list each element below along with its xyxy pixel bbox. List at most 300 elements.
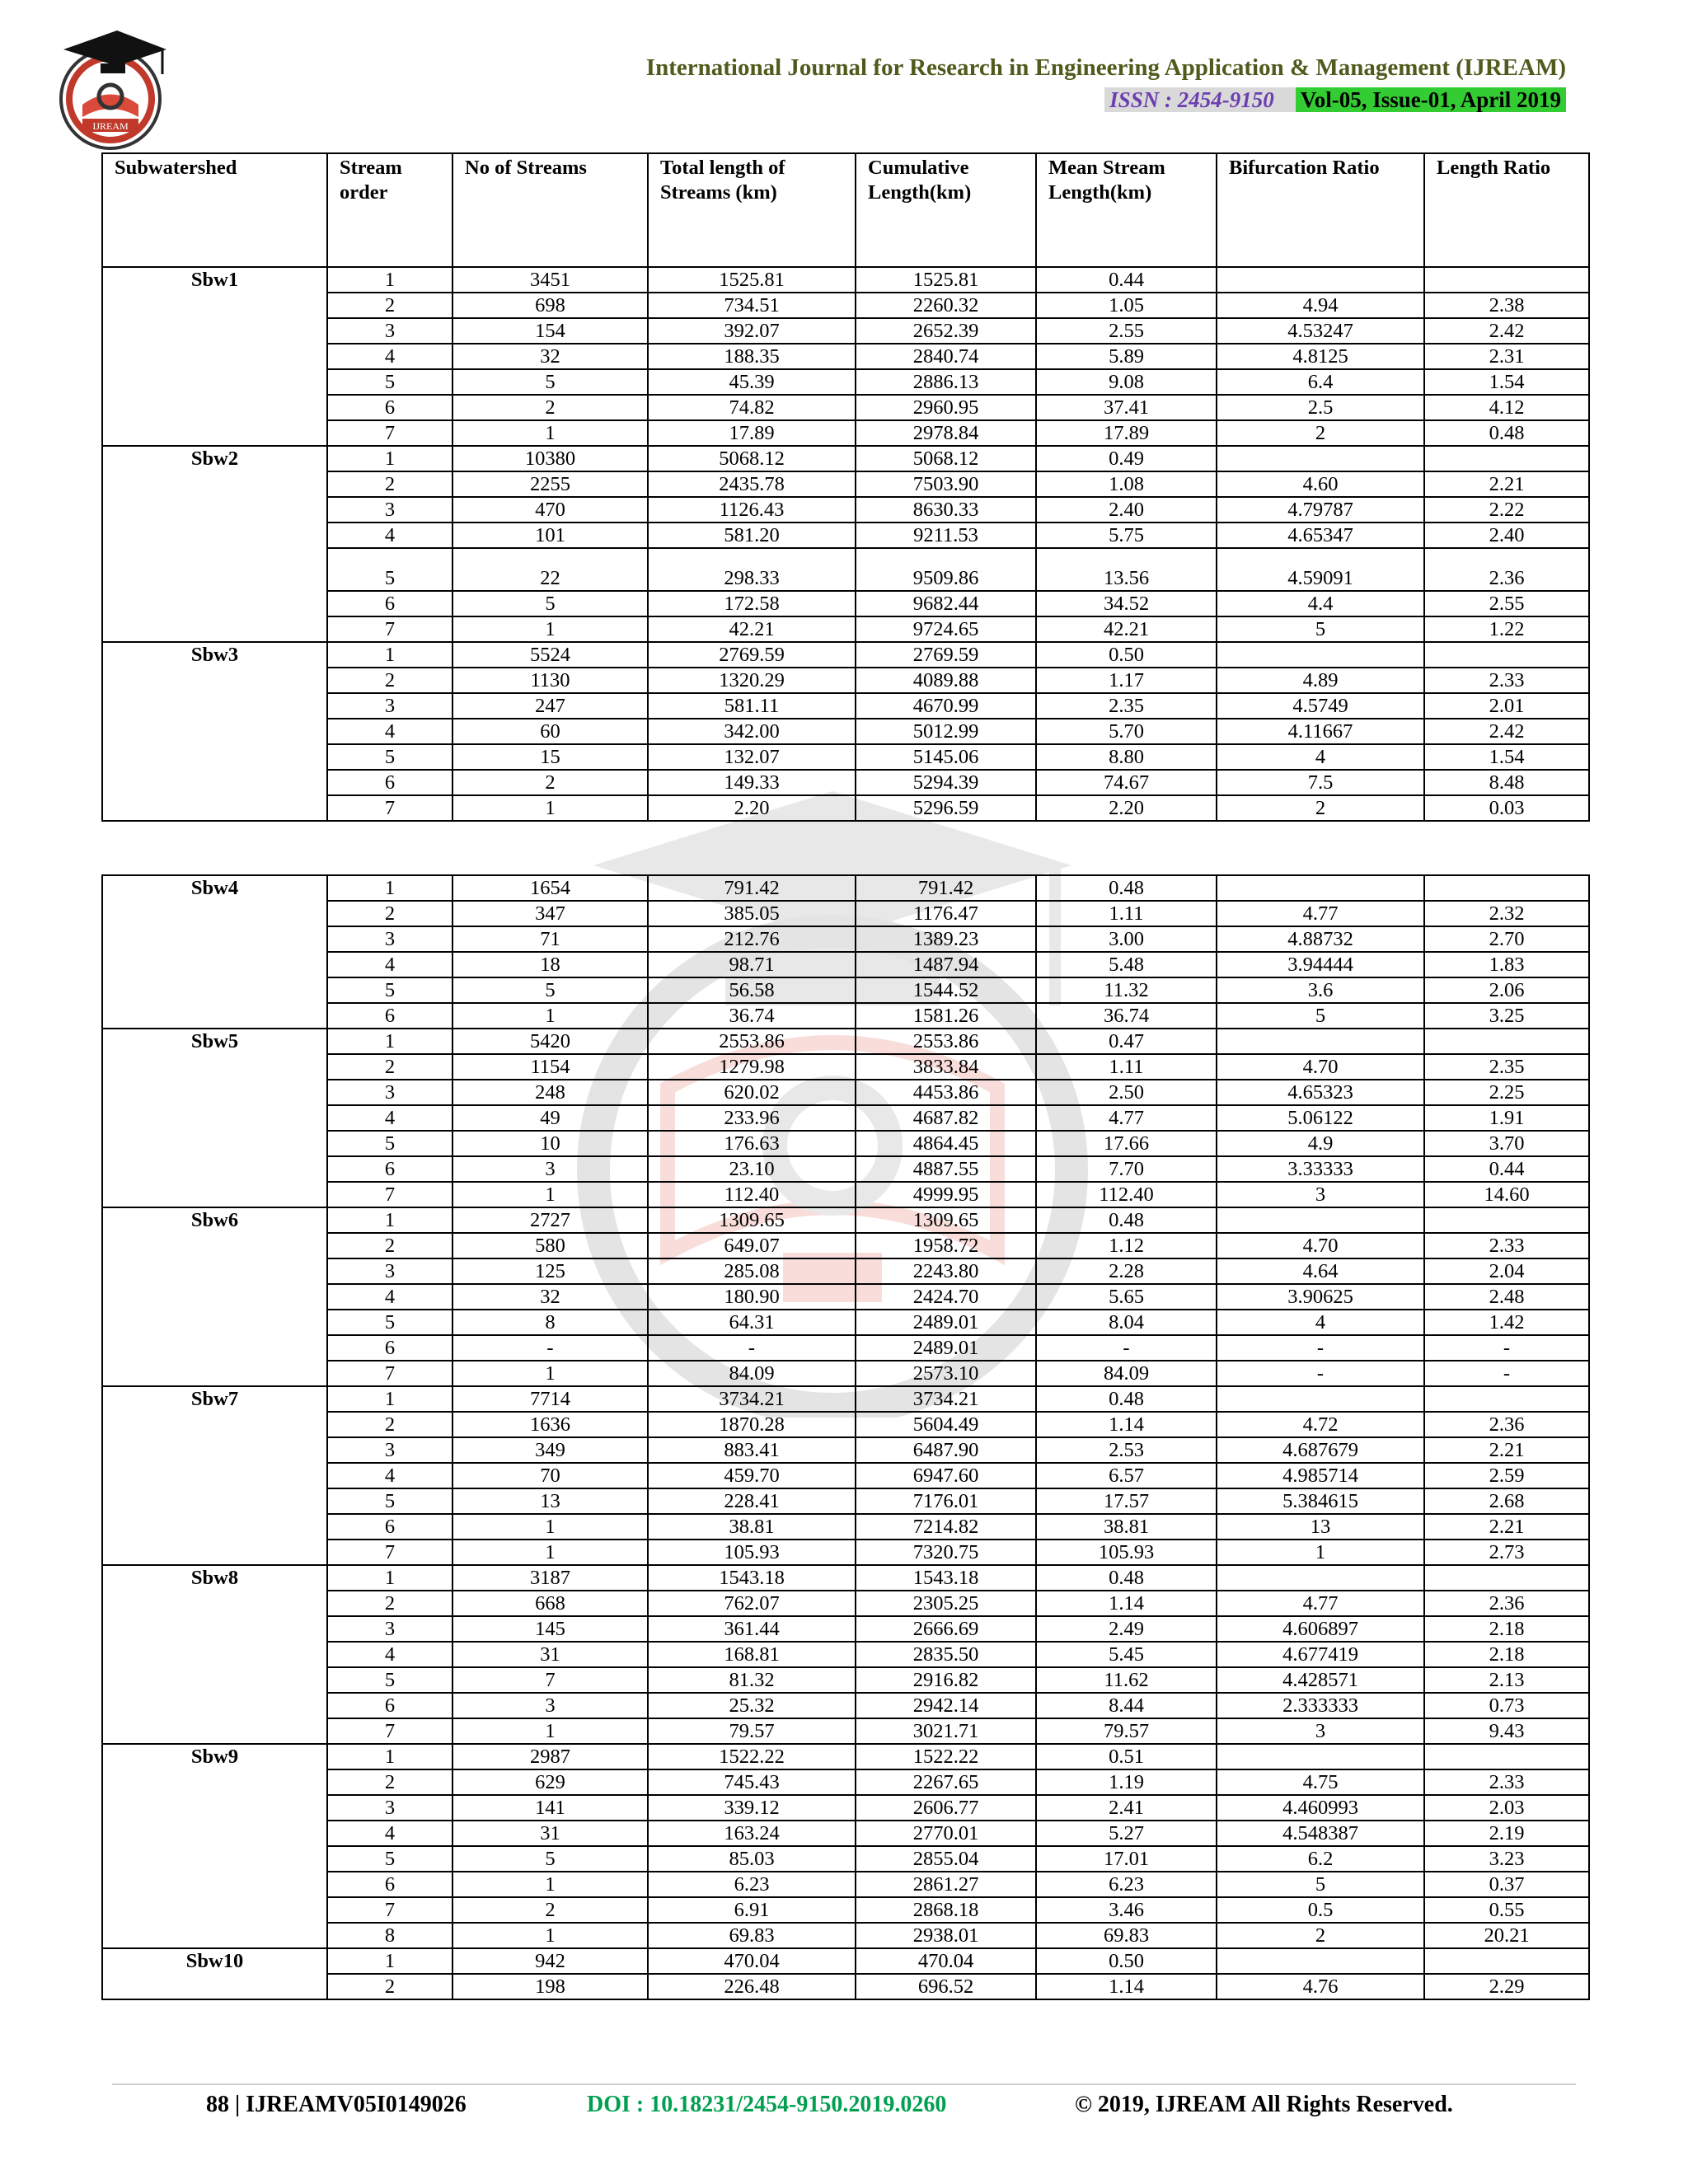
- table-cell: 4.76: [1217, 1974, 1424, 1999]
- table-cell: [1217, 1565, 1424, 1591]
- table-cell: 4.77: [1036, 1105, 1217, 1131]
- table-cell: 883.41: [648, 1437, 856, 1463]
- table-cell: 4887.55: [856, 1156, 1036, 1182]
- table-cell: 2.36: [1424, 1412, 1589, 1437]
- table-cell: 5.89: [1036, 344, 1217, 369]
- table-cell: 1544.52: [856, 977, 1036, 1003]
- table-cell: 85.03: [648, 1846, 856, 1872]
- table-cell: 4.53247: [1217, 318, 1424, 344]
- table-cell: 6487.90: [856, 1437, 1036, 1463]
- table-cell: 101: [452, 523, 648, 548]
- table-cell: 1: [327, 267, 452, 293]
- table-cell: 2.21: [1424, 471, 1589, 497]
- table-cell: 2861.27: [856, 1872, 1036, 1897]
- table-cell: 1: [327, 1744, 452, 1769]
- table-cell: 2.35: [1424, 1054, 1589, 1080]
- table-cell: 2.36: [1424, 1591, 1589, 1616]
- table-cell: 5: [1217, 616, 1424, 642]
- table-cell: 1870.28: [648, 1412, 856, 1437]
- table-cell: [1217, 1948, 1424, 1974]
- table-cell: 2.04: [1424, 1258, 1589, 1284]
- table-cell: 0.48: [1424, 420, 1589, 446]
- table-cell: [1217, 446, 1424, 471]
- table-cell: 36.74: [648, 1003, 856, 1029]
- table-cell: 0.48: [1036, 1207, 1217, 1233]
- table-cell: 3: [327, 497, 452, 523]
- table-cell: 2.31: [1424, 344, 1589, 369]
- subwatershed-cell: Sbw4: [102, 875, 327, 1029]
- table-cell: 2978.84: [856, 420, 1036, 446]
- table-cell: 1: [327, 446, 452, 471]
- table-cell: 5: [1217, 1872, 1424, 1897]
- table-cell: 791.42: [648, 875, 856, 901]
- table-cell: 5.65: [1036, 1284, 1217, 1310]
- table-cell: 4.4: [1217, 591, 1424, 616]
- table-cell: 98.71: [648, 952, 856, 977]
- table-cell: 9.08: [1036, 369, 1217, 395]
- table-cell: 2960.95: [856, 395, 1036, 420]
- table-cell: 2.01: [1424, 693, 1589, 719]
- table-cell: 4.985714: [1217, 1463, 1424, 1488]
- table-cell: 32: [452, 1284, 648, 1310]
- table-cell: -: [1036, 1335, 1217, 1361]
- table-cell: 3734.21: [648, 1386, 856, 1412]
- table-cell: 6: [327, 770, 452, 795]
- table-cell: 4.548387: [1217, 1821, 1424, 1846]
- table-cell: 2: [327, 668, 452, 693]
- table-cell: 8.04: [1036, 1310, 1217, 1335]
- table-cell: 6: [327, 1514, 452, 1540]
- subwatershed-cell: Sbw3: [102, 642, 327, 821]
- table-cell: 3.23: [1424, 1846, 1589, 1872]
- table-cell: 2: [327, 471, 452, 497]
- table-cell: 2489.01: [856, 1335, 1036, 1361]
- table-cell: 3: [1217, 1718, 1424, 1744]
- table-cell: 3: [327, 693, 452, 719]
- issn: ISSN : 2454-9150: [1104, 87, 1296, 112]
- table-cell: 5296.59: [856, 795, 1036, 821]
- table-cell: 5420: [452, 1029, 648, 1054]
- table-cell: 1.83: [1424, 952, 1589, 977]
- table-cell: 4.65323: [1217, 1080, 1424, 1105]
- table-cell: 4: [327, 1105, 452, 1131]
- header-bifurcation-ratio: Bifurcation Ratio: [1217, 153, 1424, 267]
- table-cell: 942: [452, 1948, 648, 1974]
- table-cell: 105.93: [1036, 1540, 1217, 1565]
- table-cell: 4: [327, 1821, 452, 1846]
- table-cell: 470.04: [648, 1948, 856, 1974]
- table-cell: 4864.45: [856, 1131, 1036, 1156]
- table-cell: 2.13: [1424, 1667, 1589, 1693]
- table-cell: 7: [327, 1540, 452, 1565]
- table-cell: 5.75: [1036, 523, 1217, 548]
- table-cell: 2: [1217, 1923, 1424, 1948]
- table-cell: 3.33333: [1217, 1156, 1424, 1182]
- table-cell: 2.33: [1424, 668, 1589, 693]
- table-cell: 0.5: [1217, 1897, 1424, 1923]
- table-cell: 2868.18: [856, 1897, 1036, 1923]
- table-cell: 1.22: [1424, 616, 1589, 642]
- table-cell: -: [648, 1335, 856, 1361]
- table-cell: 0.48: [1036, 1565, 1217, 1591]
- table-cell: 49: [452, 1105, 648, 1131]
- table-cell: 3: [327, 1616, 452, 1642]
- table-cell: 2727: [452, 1207, 648, 1233]
- table-cell: 2.20: [1036, 795, 1217, 821]
- table-cell: 180.90: [648, 1284, 856, 1310]
- table-cell: 2489.01: [856, 1310, 1036, 1335]
- table-cell: 2606.77: [856, 1795, 1036, 1821]
- table-cell: 3: [1217, 1182, 1424, 1207]
- table-cell: 1.08: [1036, 471, 1217, 497]
- table-cell: 1: [452, 420, 648, 446]
- table-cell: 5.06122: [1217, 1105, 1424, 1131]
- table-cell: 4.60: [1217, 471, 1424, 497]
- table-row: [102, 1029, 1589, 1054]
- table-cell: 132.07: [648, 744, 856, 770]
- table-row: [102, 1565, 1589, 1591]
- table-cell: 5: [327, 1310, 452, 1335]
- table-cell: 105.93: [648, 1540, 856, 1565]
- table-cell: 14.60: [1424, 1182, 1589, 1207]
- table-cell: 7: [327, 1182, 452, 1207]
- stream-table-part-2: [101, 874, 1590, 2000]
- table-cell: 2435.78: [648, 471, 856, 497]
- table-cell: 1: [327, 1029, 452, 1054]
- table-cell: 5524: [452, 642, 648, 668]
- table-cell: 2: [327, 1974, 452, 1999]
- table-cell: 6.23: [648, 1872, 856, 1897]
- table-cell: 5012.99: [856, 719, 1036, 744]
- table-cell: [1424, 642, 1589, 668]
- table-cell: 2770.01: [856, 1821, 1036, 1846]
- table-cell: 1543.18: [648, 1565, 856, 1591]
- table-cell: 84.09: [648, 1361, 856, 1386]
- table-cell: 2.32: [1424, 901, 1589, 926]
- subwatershed-cell: Sbw10: [102, 1948, 327, 1999]
- table-cell: 6.91: [648, 1897, 856, 1923]
- table-cell: 2.33: [1424, 1233, 1589, 1258]
- table-cell: [1217, 642, 1424, 668]
- header-mean-stream-length: Mean Stream Length(km): [1036, 153, 1217, 267]
- table-cell: 4.606897: [1217, 1616, 1424, 1642]
- table-cell: 3: [452, 1156, 648, 1182]
- table-cell: 3.00: [1036, 926, 1217, 952]
- table-cell: 17.89: [1036, 420, 1217, 446]
- table-cell: 342.00: [648, 719, 856, 744]
- table-cell: -: [1424, 1335, 1589, 1361]
- table-cell: 1.14: [1036, 1974, 1217, 1999]
- table-cell: 1309.65: [648, 1207, 856, 1233]
- table-cell: 4.77: [1217, 901, 1424, 926]
- table-cell: 2.03: [1424, 1795, 1589, 1821]
- table-cell: 2260.32: [856, 293, 1036, 318]
- table-cell: 198: [452, 1974, 648, 1999]
- table-cell: 3: [327, 1258, 452, 1284]
- table-cell: 7: [327, 420, 452, 446]
- table-cell: 5: [1217, 1003, 1424, 1029]
- table-cell: 2.20: [648, 795, 856, 821]
- table-cell: 629: [452, 1769, 648, 1795]
- table-cell: 4.687679: [1217, 1437, 1424, 1463]
- table-cell: 734.51: [648, 293, 856, 318]
- table-cell: 10: [452, 1131, 648, 1156]
- table-cell: 7320.75: [856, 1540, 1036, 1565]
- table-cell: -: [1424, 1361, 1589, 1386]
- table-cell: 3187: [452, 1565, 648, 1591]
- table-cell: 1: [452, 616, 648, 642]
- table-cell: 4: [327, 1463, 452, 1488]
- table-cell: 1: [452, 795, 648, 821]
- table-cell: 64.31: [648, 1310, 856, 1335]
- table-cell: 1525.81: [648, 267, 856, 293]
- table-cell: 2: [452, 770, 648, 795]
- table-cell: 1522.22: [856, 1744, 1036, 1769]
- table-cell: 2.21: [1424, 1437, 1589, 1463]
- table-cell: 0.49: [1036, 446, 1217, 471]
- table-cell: 1487.94: [856, 952, 1036, 977]
- table-cell: 2.29: [1424, 1974, 1589, 1999]
- footer-divider: [112, 2083, 1576, 2085]
- table-cell: 168.81: [648, 1642, 856, 1667]
- table-cell: 70: [452, 1463, 648, 1488]
- table-cell: 1.54: [1424, 744, 1589, 770]
- table-cell: 2.21: [1424, 1514, 1589, 1540]
- table-cell: 1: [452, 1003, 648, 1029]
- table-cell: 163.24: [648, 1821, 856, 1846]
- table-cell: 649.07: [648, 1233, 856, 1258]
- table-cell: 1: [1217, 1540, 1424, 1565]
- table-cell: 212.76: [648, 926, 856, 952]
- table-cell: 0.50: [1036, 642, 1217, 668]
- table-cell: 2.06: [1424, 977, 1589, 1003]
- table-cell: [1424, 1948, 1589, 1974]
- table-cell: 4: [327, 523, 452, 548]
- table-cell: 5: [452, 977, 648, 1003]
- table-cell: 4.77: [1217, 1591, 1424, 1616]
- ijream-logo: [51, 26, 175, 150]
- table-cell: 1.11: [1036, 901, 1217, 926]
- table-cell: 1958.72: [856, 1233, 1036, 1258]
- table-cell: 8.80: [1036, 744, 1217, 770]
- table-cell: 4.11667: [1217, 719, 1424, 744]
- table-cell: 4: [1217, 744, 1424, 770]
- table-cell: 2.38: [1424, 293, 1589, 318]
- table-cell: 0.44: [1036, 267, 1217, 293]
- table-cell: 762.07: [648, 1591, 856, 1616]
- table-cell: [1424, 1565, 1589, 1591]
- table-cell: 2.33: [1424, 1769, 1589, 1795]
- table-cell: 71: [452, 926, 648, 952]
- table-cell: 17.01: [1036, 1846, 1217, 1872]
- table-cell: 1279.98: [648, 1054, 856, 1080]
- table-cell: 2: [327, 293, 452, 318]
- table-cell: 228.41: [648, 1488, 856, 1514]
- table-cell: 9724.65: [856, 616, 1036, 642]
- table-cell: 2840.74: [856, 344, 1036, 369]
- table-cell: 38.81: [648, 1514, 856, 1540]
- table-cell: 4.5749: [1217, 693, 1424, 719]
- table-cell: [1424, 875, 1589, 901]
- table-cell: 4687.82: [856, 1105, 1036, 1131]
- table-cell: 2.42: [1424, 318, 1589, 344]
- table-cell: 1: [327, 1565, 452, 1591]
- table-cell: 2.49: [1036, 1616, 1217, 1642]
- footer-doi: DOI : 10.18231/2454-9150.2019.0260: [587, 2092, 947, 2117]
- table-cell: 2.68: [1424, 1488, 1589, 1514]
- table-cell: 4.89: [1217, 668, 1424, 693]
- table-cell: 1: [452, 1514, 648, 1540]
- table-cell: 6.4: [1217, 369, 1424, 395]
- table-cell: 2.22: [1424, 497, 1589, 523]
- table-cell: 7503.90: [856, 471, 1036, 497]
- logo-label: IJREAM: [92, 120, 129, 132]
- table-cell: 3: [327, 926, 452, 952]
- table-cell: 112.40: [1036, 1182, 1217, 1207]
- table-cell: 4.79787: [1217, 497, 1424, 523]
- table-cell: 7: [327, 1897, 452, 1923]
- table-cell: 36.74: [1036, 1003, 1217, 1029]
- table-cell: 1: [452, 1182, 648, 1207]
- table-cell: 7: [327, 795, 452, 821]
- table-cell: 176.63: [648, 1131, 856, 1156]
- table-cell: 2267.65: [856, 1769, 1036, 1795]
- table-cell: 2424.70: [856, 1284, 1036, 1310]
- table-cell: 1.11: [1036, 1054, 1217, 1080]
- table-cell: 2.18: [1424, 1616, 1589, 1642]
- table-row: [102, 1207, 1589, 1233]
- table-cell: 20.21: [1424, 1923, 1589, 1948]
- table-cell: [1217, 875, 1424, 901]
- table-cell: 4.88732: [1217, 926, 1424, 952]
- table-cell: 9211.53: [856, 523, 1036, 548]
- table-cell: 2.28: [1036, 1258, 1217, 1284]
- table-cell: 11.32: [1036, 977, 1217, 1003]
- table-cell: 145: [452, 1616, 648, 1642]
- table-cell: 2666.69: [856, 1616, 1036, 1642]
- table-cell: 3: [452, 1693, 648, 1718]
- table-cell: 6: [327, 1335, 452, 1361]
- table-cell: 2886.13: [856, 369, 1036, 395]
- table-cell: 4.70: [1217, 1054, 1424, 1080]
- table-body-part-1: [102, 267, 1589, 821]
- journal-title: International Journal for Research in Engineering Application & Management (IJREAM): [645, 54, 1566, 81]
- table-cell: 8: [327, 1923, 452, 1948]
- table-cell: 470: [452, 497, 648, 523]
- table-cell: 4: [327, 1642, 452, 1667]
- table-cell: 17.66: [1036, 1131, 1217, 1156]
- table-cell: 6.2: [1217, 1846, 1424, 1872]
- table-row: [102, 446, 1589, 471]
- table-cell: 7: [327, 1718, 452, 1744]
- table-cell: 5.27: [1036, 1821, 1217, 1846]
- table-cell: 4.94: [1217, 293, 1424, 318]
- table-cell: 22: [452, 548, 648, 591]
- table-cell: 2916.82: [856, 1667, 1036, 1693]
- table-cell: 1: [327, 1207, 452, 1233]
- table-cell: 13: [452, 1488, 648, 1514]
- table-cell: 1.14: [1036, 1412, 1217, 1437]
- table-cell: 149.33: [648, 770, 856, 795]
- table-cell: 125: [452, 1258, 648, 1284]
- table-cell: 4.75: [1217, 1769, 1424, 1795]
- table-row: [102, 267, 1589, 293]
- table-cell: 5145.06: [856, 744, 1036, 770]
- table-cell: 0.51: [1036, 1744, 1217, 1769]
- table-cell: 0.50: [1036, 1948, 1217, 1974]
- table-cell: 1.17: [1036, 668, 1217, 693]
- table-cell: 38.81: [1036, 1514, 1217, 1540]
- stream-table-part-1: [101, 152, 1590, 822]
- table-cell: 2.59: [1424, 1463, 1589, 1488]
- table-cell: 7: [327, 616, 452, 642]
- table-cell: 4670.99: [856, 693, 1036, 719]
- table-cell: 4.64: [1217, 1258, 1424, 1284]
- table-cell: 2652.39: [856, 318, 1036, 344]
- table-cell: 226.48: [648, 1974, 856, 1999]
- table-cell: 1309.65: [856, 1207, 1036, 1233]
- table-cell: 2553.86: [856, 1029, 1036, 1054]
- table-cell: [1424, 1029, 1589, 1054]
- table-cell: 4089.88: [856, 668, 1036, 693]
- table-cell: 4.70: [1217, 1233, 1424, 1258]
- table-cell: 8: [452, 1310, 648, 1335]
- table-cell: 112.40: [648, 1182, 856, 1207]
- table-cell: 69.83: [648, 1923, 856, 1948]
- issn-line: [1104, 87, 1566, 113]
- table-cell: 2: [452, 395, 648, 420]
- table-cell: 3: [327, 1795, 452, 1821]
- table-cell: 696.52: [856, 1974, 1036, 1999]
- table-cell: 5: [327, 977, 452, 1003]
- table-cell: 4: [327, 719, 452, 744]
- table-cell: 0.48: [1036, 1386, 1217, 1412]
- table-row: [102, 875, 1589, 901]
- table-cell: 5: [452, 1846, 648, 1872]
- table-cell: 6: [327, 1003, 452, 1029]
- table-cell: 2: [327, 1054, 452, 1080]
- subwatershed-cell: Sbw9: [102, 1744, 327, 1948]
- table-cell: 3.70: [1424, 1131, 1589, 1156]
- table-cell: 79.57: [648, 1718, 856, 1744]
- table-cell: [1217, 1207, 1424, 1233]
- table-cell: 2769.59: [648, 642, 856, 668]
- table-cell: 2.36: [1424, 548, 1589, 591]
- table-cell: 3: [327, 1437, 452, 1463]
- table-cell: 2.19: [1424, 1821, 1589, 1846]
- table-cell: 8.44: [1036, 1693, 1217, 1718]
- table-cell: 5068.12: [648, 446, 856, 471]
- header-no-of-streams: No of Streams: [452, 153, 648, 267]
- table-cell: 4: [327, 344, 452, 369]
- table-cell: 6.23: [1036, 1872, 1217, 1897]
- table-cell: 2: [1217, 795, 1424, 821]
- volume-issue: Vol-05, Issue-01, April 2019: [1296, 87, 1566, 112]
- header-stream-order: Stream order: [327, 153, 452, 267]
- table-cell: 1.54: [1424, 369, 1589, 395]
- table-cell: 2.55: [1424, 591, 1589, 616]
- table-cell: 15: [452, 744, 648, 770]
- table-cell: 31: [452, 1642, 648, 1667]
- table-cell: 42.21: [1036, 616, 1217, 642]
- table-cell: 4.677419: [1217, 1642, 1424, 1667]
- table-cell: 5: [327, 548, 452, 591]
- table-cell: 5: [327, 1846, 452, 1872]
- header-length-ratio: Length Ratio: [1424, 153, 1589, 267]
- table-cell: 2: [1217, 420, 1424, 446]
- table-cell: 1: [452, 1361, 648, 1386]
- table-cell: 6: [327, 591, 452, 616]
